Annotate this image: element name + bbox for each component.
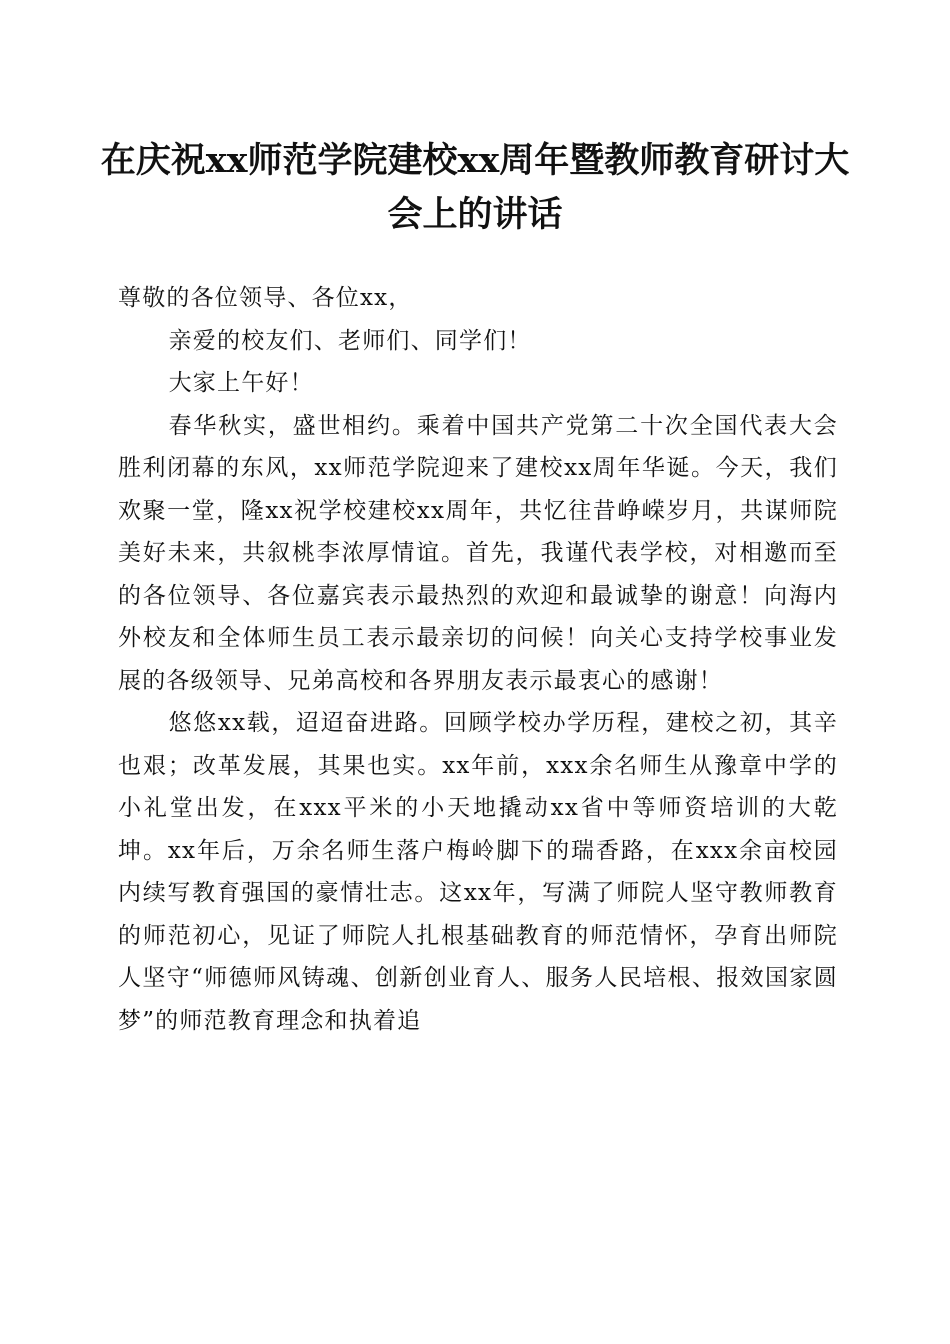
- paragraph: 大家上午好！: [168, 370, 314, 396]
- paragraph: 亲爱的校友们、老师们、同学们！: [168, 327, 532, 354]
- document-body: [118, 277, 838, 1042]
- paragraph: 悠悠xx载，迢迢奋进路。回顾学校办学历程，建校之初，其辛也艰；改革发展，其果也实。xx年前，xxx余名师生从豫章中学的小礼堂出发，在xxx平米的小天地撬动xx省中等师资培训的大乾坤。xx年后，万余名师生落户梅岭脚下的瑞香路，在xxx余亩校园内续写教育强国的豪情壮志。这xx年，写满了师院人坚守教师教育的师范初心，见证了师院人扎根基础教育的师范情怀，孕育出师院人坚守“师德师风铸魂、创新创业育人、服务人民培根、报效国家圆梦”的师范教育理念和执着追: [118, 710, 838, 1034]
- paragraph: 春华秋实，盛世相约。乘着中国共产党第二十次全国代表大会胜利闭幕的东风，xx师范学院迎来了建校xx周年华诞。今天，我们欢聚一堂，隆xx祝学校建校xx周年，共忆往昔峥嵘岁月，共谋师院美好未来，共叙桃李浓厚情谊。首先，我谨代表学校，对相邀而至的各位领导、各位嘉宾表示最热烈的欢迎和最诚挚的谢意！向海内外校友和全体师生员工表示最亲切的问候！向关心支持学校事业发展的各级领导、兄弟高校和各界朋友表示最衷心的感谢！: [118, 412, 838, 694]
- document-title: 在庆祝xx师范学院建校xx周年暨教师教育研讨大会上的讲话: [100, 140, 850, 235]
- salutation: 尊敬的各位领导、各位xx，: [118, 285, 413, 311]
